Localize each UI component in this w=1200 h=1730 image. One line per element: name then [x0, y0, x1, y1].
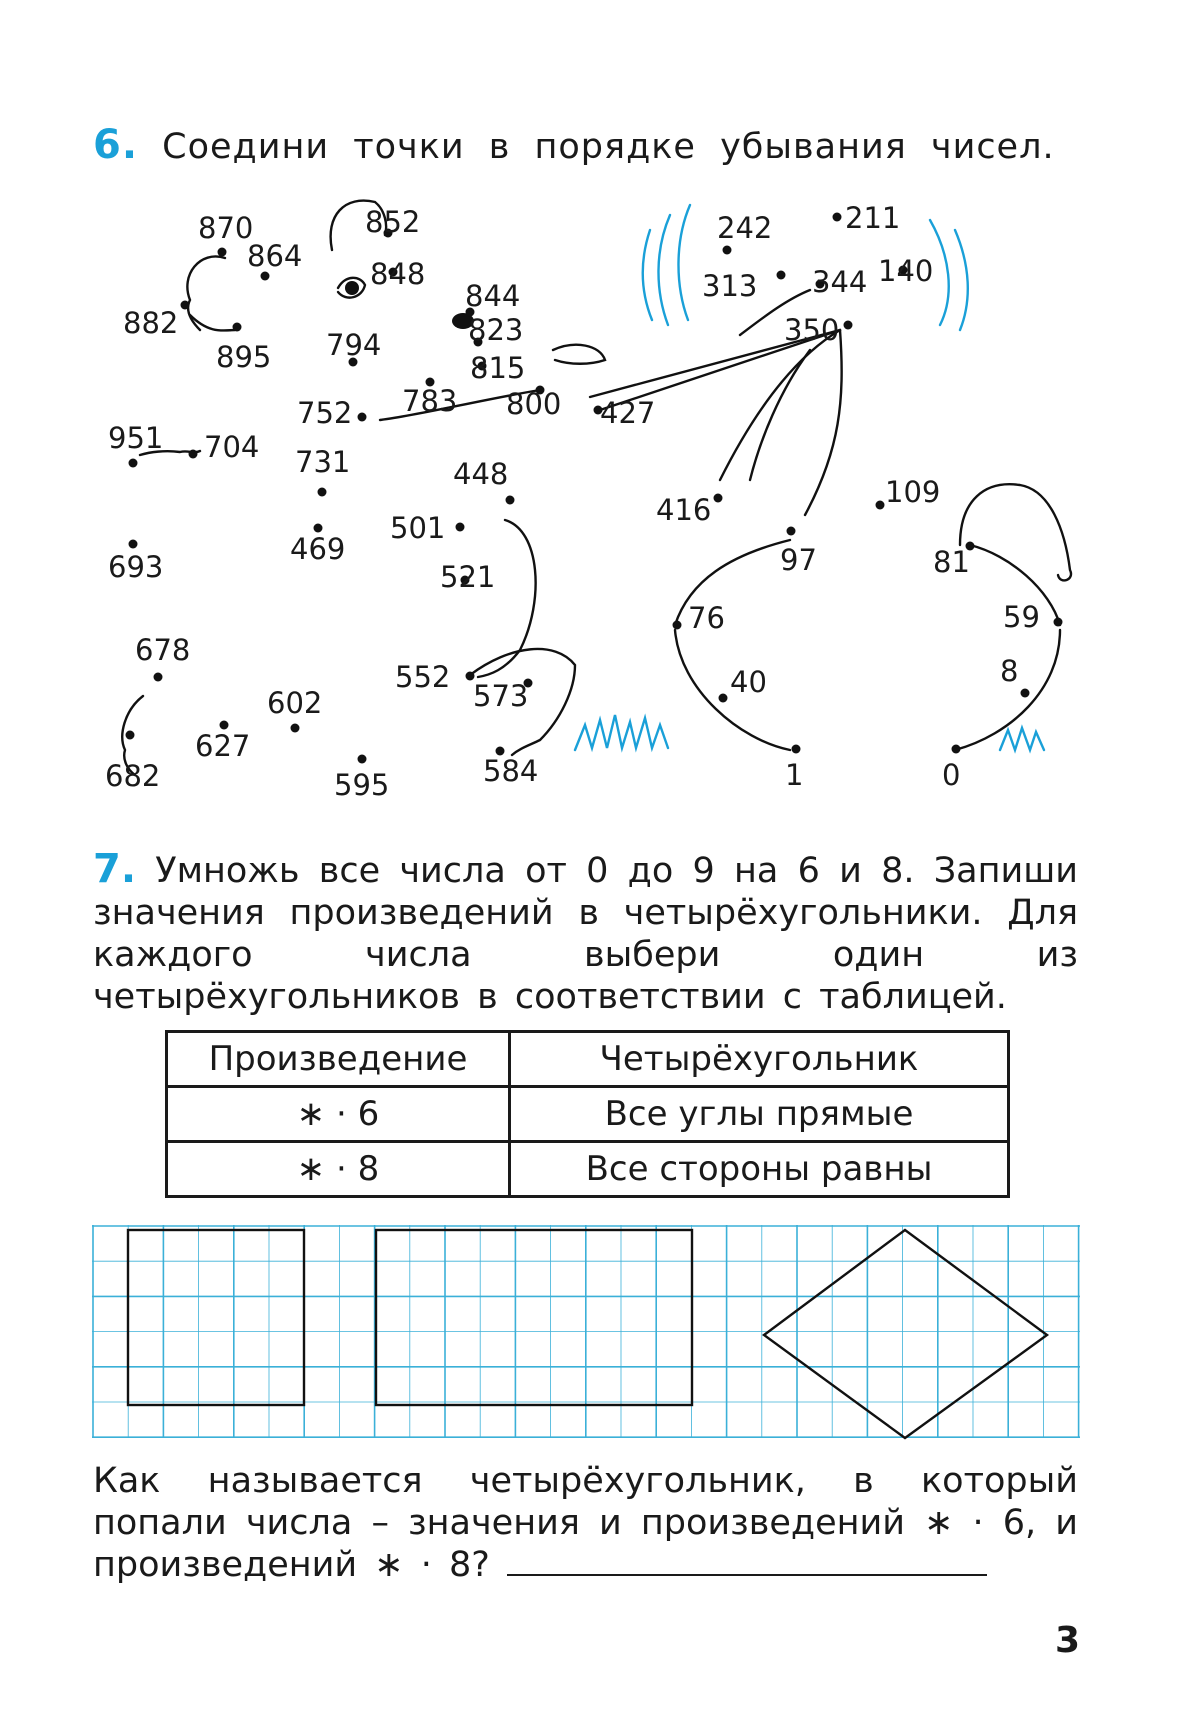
dot-752[interactable]	[358, 413, 367, 422]
dot-682[interactable]	[126, 731, 135, 740]
dot-label-731: 731	[295, 445, 351, 479]
dot-595[interactable]	[358, 755, 367, 764]
dot-label-704: 704	[204, 430, 260, 464]
dot-label-501: 501	[390, 511, 446, 545]
mouse-pupil	[345, 281, 359, 295]
table-row	[167, 1087, 1009, 1142]
dot-label-864: 864	[247, 239, 303, 273]
grass-right	[1000, 728, 1044, 750]
dot-label-140: 140	[878, 254, 934, 288]
dot-label-521: 521	[440, 560, 496, 594]
dot-label-211: 211	[845, 201, 901, 235]
dot-label-1: 1	[785, 758, 804, 792]
dot-label-682: 682	[105, 759, 161, 793]
dot-layer	[105, 201, 1063, 802]
dot-label-0: 0	[942, 758, 961, 792]
dot-882[interactable]	[181, 301, 190, 310]
dot-951[interactable]	[129, 459, 138, 468]
dot-label-427: 427	[600, 396, 656, 430]
dot-label-313: 313	[702, 269, 758, 303]
task7-text	[93, 848, 1078, 1018]
dot-211[interactable]	[833, 213, 842, 222]
dot-label-794: 794	[326, 328, 382, 362]
dot-0[interactable]	[952, 745, 961, 754]
dot-label-848: 848	[370, 257, 426, 291]
dot-label-416: 416	[656, 493, 712, 527]
dot-label-584: 584	[483, 754, 539, 788]
dot-label-59: 59	[1003, 600, 1040, 634]
dot-label-448: 448	[453, 457, 509, 491]
dot-label-852: 852	[365, 205, 421, 239]
dot-448[interactable]	[506, 496, 515, 505]
dot-350[interactable]	[844, 321, 853, 330]
bird-neck	[720, 330, 840, 480]
bird-leg	[805, 330, 842, 515]
dot-label-844: 844	[465, 279, 521, 313]
dot-label-97: 97	[780, 543, 817, 577]
cell-equal-sides: Все стороны равны	[510, 1142, 1009, 1197]
dot-label-693: 693	[108, 550, 164, 584]
dot-895[interactable]	[233, 323, 242, 332]
task6-text: Соедини точки в порядке убывания чисел.	[162, 127, 1055, 167]
table-header-row	[167, 1032, 1009, 1087]
dot-label-870: 870	[198, 211, 254, 245]
dot-label-678: 678	[135, 633, 191, 667]
answer-line[interactable]	[507, 1544, 987, 1576]
dot-870[interactable]	[218, 248, 227, 257]
dot-label-752: 752	[297, 396, 353, 430]
bird-wing	[750, 350, 810, 480]
mouse-paw	[553, 345, 605, 364]
dot-label-350: 350	[784, 313, 840, 347]
dot-label-76: 76	[688, 601, 725, 635]
dot-to-dot-picture	[0, 0, 1200, 820]
multiplication-table	[165, 1030, 1010, 1198]
dot-label-783: 783	[402, 384, 458, 418]
dot-501[interactable]	[456, 523, 465, 532]
dot-label-81: 81	[933, 545, 970, 579]
task7-number: 7.	[93, 846, 137, 892]
dot-602[interactable]	[291, 724, 300, 733]
header-product: Произведение	[167, 1032, 510, 1087]
task6-number: 6.	[93, 122, 139, 168]
task7-body: Умножь все числа от 0 до 9 на 6 и 8. Запиши значения произведений в четырёхугольники. Для каждого числа выбери один из четырёхугольников в соответствии с таблицей.	[93, 851, 1078, 1017]
dot-678[interactable]	[154, 673, 163, 682]
dot-label-8: 8	[1000, 654, 1019, 688]
cell-right-angles: Все углы прямые	[510, 1087, 1009, 1142]
dot-label-627: 627	[195, 729, 251, 763]
motion-lines-left	[643, 205, 690, 325]
dot-label-895: 895	[216, 340, 272, 374]
header-quadrilateral: Четырёхугольник	[510, 1032, 1009, 1087]
dot-label-40: 40	[730, 665, 767, 699]
dot-label-882: 882	[123, 306, 179, 340]
grid-area	[92, 1225, 1082, 1440]
dot-label-602: 602	[267, 686, 323, 720]
dot-label-573: 573	[473, 679, 529, 713]
dot-313[interactable]	[777, 271, 786, 280]
dot-40[interactable]	[719, 694, 728, 703]
dot-label-109: 109	[885, 475, 941, 509]
cell-product-6: ∗ · 6	[167, 1087, 510, 1142]
cell-product-8: ∗ · 8	[167, 1142, 510, 1197]
page-number: 3	[1054, 1620, 1080, 1661]
dot-704[interactable]	[189, 450, 198, 459]
dot-label-800: 800	[506, 387, 562, 421]
dot-8[interactable]	[1021, 689, 1030, 698]
question-text	[93, 1460, 1078, 1586]
dot-109[interactable]	[876, 501, 885, 510]
dot-label-815: 815	[470, 351, 526, 385]
dot-59[interactable]	[1054, 618, 1063, 627]
dot-693[interactable]	[129, 540, 138, 549]
dot-label-823: 823	[468, 313, 524, 347]
table-row	[167, 1142, 1009, 1197]
dot-97[interactable]	[787, 527, 796, 536]
dot-731[interactable]	[318, 488, 327, 497]
dot-label-344: 344	[812, 265, 868, 299]
question-body: Как называется четырёхугольник, в который попали числа – значения и произведений ∗ · 6, и произведений ∗ · 8?	[93, 1461, 1078, 1585]
dot-label-469: 469	[290, 532, 346, 566]
dot-76[interactable]	[673, 621, 682, 630]
rectangle-shape[interactable]	[376, 1230, 692, 1405]
dot-label-951: 951	[108, 421, 164, 455]
dot-416[interactable]	[714, 494, 723, 503]
square-shape[interactable]	[128, 1230, 304, 1405]
dot-242[interactable]	[723, 246, 732, 255]
motion-lines-right	[930, 220, 968, 330]
grass-left	[575, 715, 668, 750]
dot-label-595: 595	[334, 768, 390, 802]
dot-label-552: 552	[395, 660, 451, 694]
dot-1[interactable]	[792, 745, 801, 754]
dot-label-242: 242	[717, 211, 773, 245]
